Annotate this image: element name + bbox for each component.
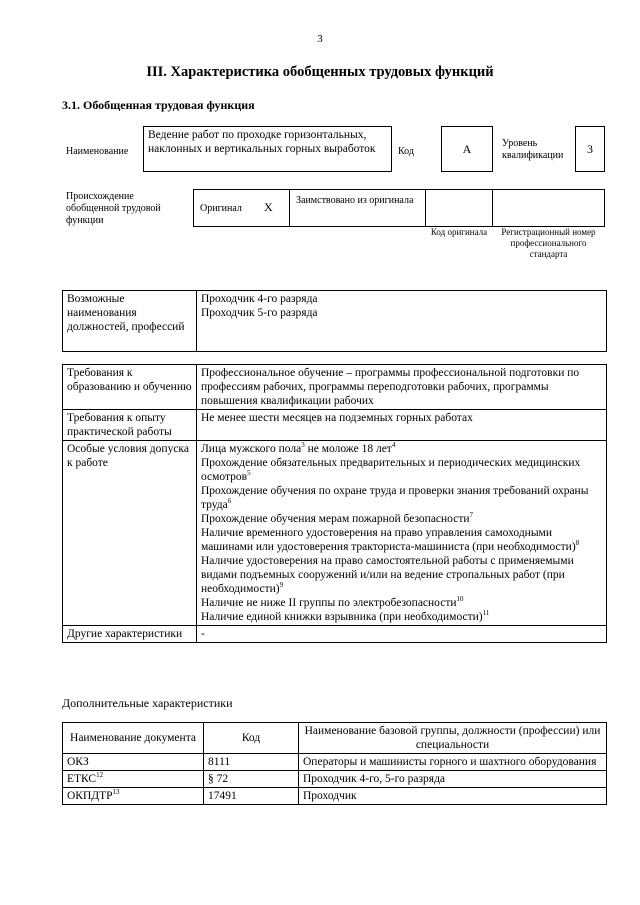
reg-number-box (492, 189, 605, 227)
table-row (63, 788, 607, 805)
original-label: Оригинал (200, 203, 242, 214)
positions-label: Возможные наименования должностей, профессий (63, 291, 197, 352)
header-code: Код (204, 723, 299, 754)
original-box (193, 189, 290, 227)
special-item: Наличие не ниже II группы по электробезопасности$^{10}$ (201, 595, 464, 609)
other-value: - (197, 626, 607, 643)
header-name: Наименование базовой группы, должности (профессии) или специальности (299, 723, 607, 754)
level-box (575, 126, 605, 172)
code-label: Код (398, 146, 414, 157)
special-item: Прохождение обучения мерам пожарной безопасности$^7$ (201, 511, 474, 525)
row-doc: ОКЗ (63, 754, 204, 771)
row-code: 8111 (204, 754, 299, 771)
subsection-title: 3.1. Обобщенная трудовая функция (62, 98, 255, 112)
special-item: Наличие удостоверения на право самостоятельной работы с применяемыми видами подъемных сооружений и/или на ведение стропальных работ (при необходимости)$^9$ (201, 555, 574, 595)
education-value: Профессиональное обучение – программы профессиональной подготовки по профессиям рабочих, программы переподготовки рабочих, программы повышения квалификации рабочих (197, 365, 607, 410)
code-original-box (425, 189, 493, 227)
reg-number-label: Регистрационный номер профессионального стандарта (501, 227, 596, 259)
additional-title: Дополнительные характеристики (62, 696, 233, 710)
requirements-table (62, 364, 607, 643)
code-value: А (462, 142, 472, 156)
original-mark: Х (264, 200, 273, 214)
other-label: Другие характеристики (63, 626, 197, 643)
experience-value: Не менее шести месяцев на подземных горных работах (197, 410, 607, 441)
level-value: 3 (587, 142, 593, 156)
function-name: Ведение работ по проходке горизонтальных, наклонных и вертикальных горных выработок (148, 129, 376, 155)
positions-values (197, 291, 607, 352)
additional-table (62, 722, 607, 805)
name-label: Наименование (66, 146, 129, 157)
position-item: Проходчик 5-го разряда (201, 307, 318, 319)
special-item: Наличие временного удостоверения на право управления самоходными машинами или удостоверения тракториста-машиниста (при необходимости)$^8$ (201, 527, 580, 553)
table-row (63, 754, 607, 771)
special-item: Прохождение обучения по охране труда и проверки знания требований охраны труда$^6$ (201, 485, 589, 511)
borrowed-label: Заимствовано из оригинала (296, 195, 414, 206)
row-name: Проходчик 4-го, 5-го разряда (299, 771, 607, 788)
experience-label: Требования к опыту практической работы (63, 410, 197, 441)
row-name: Проходчик (299, 788, 607, 805)
row-code: 17491 (204, 788, 299, 805)
code-original-label: Код оригинала (430, 227, 488, 237)
special-item: Наличие единой книжки взрывника (при необходимости)$^{11}$ (201, 609, 490, 623)
row-doc: ЕТКС$^{12}$ (63, 771, 204, 788)
special-item: Прохождение обязательных предварительных и периодических медицинских осмотров$^5$ (201, 457, 581, 483)
row-code: § 72 (204, 771, 299, 788)
origin-label: Происхождение обобщенной трудовой функции (66, 191, 161, 226)
section-title: III. Характеристика обобщенных трудовых функций (146, 64, 494, 80)
row-name: Операторы и машинисты горного и шахтного оборудования (299, 754, 607, 771)
special-item: Лица мужского пола$^3$ не моложе 18 лет$^4$ (201, 441, 396, 455)
table-row (63, 771, 607, 788)
borrowed-box (289, 189, 426, 227)
position-item: Проходчик 4-го разряда (201, 293, 318, 305)
special-values (197, 441, 607, 626)
row-doc: ОКПДТР$^{13}$ (63, 788, 204, 805)
header-doc: Наименование документа (63, 723, 204, 754)
function-name-box (143, 126, 392, 172)
level-label: Уровень квалификации (502, 138, 564, 161)
positions-table (62, 290, 607, 352)
page-number: 3 (317, 33, 323, 45)
code-box (441, 126, 493, 172)
special-label: Особые условия допуска к работе (63, 441, 197, 626)
education-label: Требования к образованию и обучению (63, 365, 197, 410)
